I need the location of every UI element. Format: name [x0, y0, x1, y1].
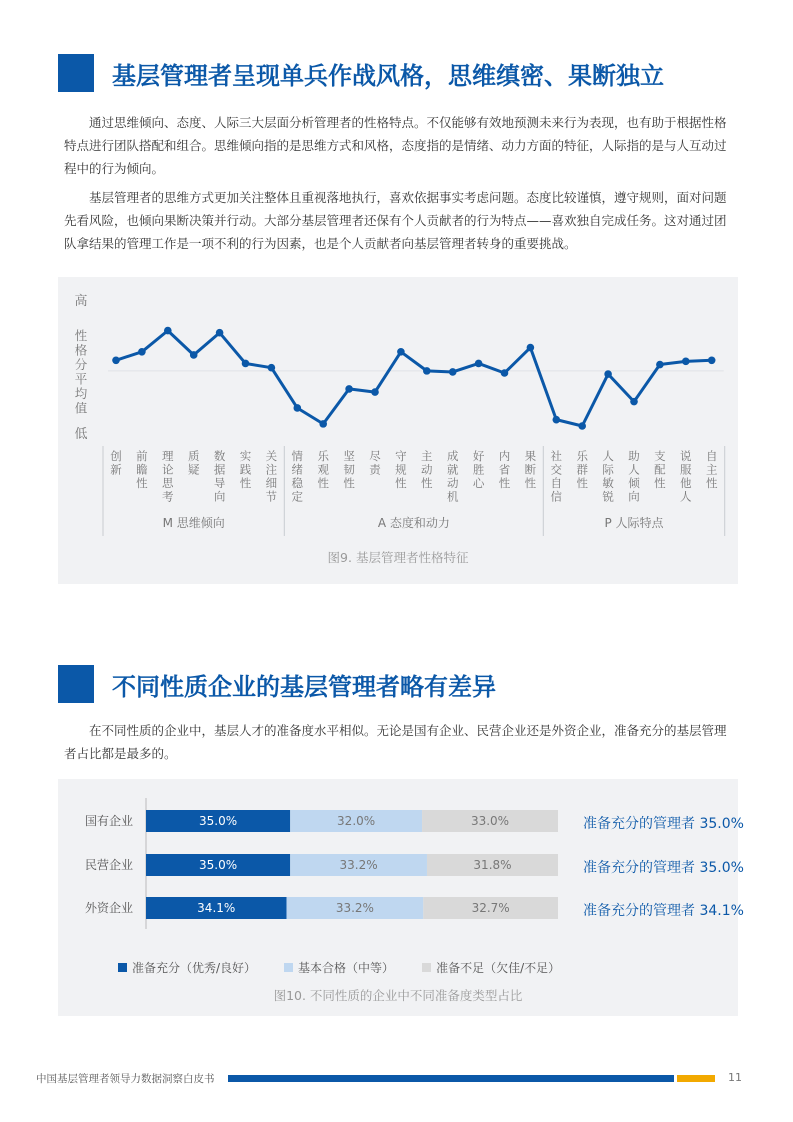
category-label-char: 好	[472, 449, 485, 463]
category-label-char: 说	[680, 449, 692, 463]
category-label-char: 节	[265, 489, 278, 504]
category-label-char: 助	[628, 449, 640, 463]
data-point	[630, 398, 638, 406]
group-label: M 思维倾向	[162, 516, 225, 530]
category-label-char: 服	[680, 462, 692, 477]
data-point	[112, 356, 120, 364]
category-label-char: 情	[291, 449, 304, 463]
data-point	[553, 416, 561, 424]
figure10-panel	[58, 779, 744, 1016]
category-label-char: 就	[446, 462, 459, 477]
legend-label: 基本合格（中等）	[298, 961, 395, 975]
category-label	[576, 449, 588, 490]
bar-value-label: 31.8%	[473, 858, 512, 872]
category-label-char: 实	[239, 449, 252, 463]
data-point	[501, 369, 509, 377]
category-label-char: 关	[265, 449, 278, 463]
category-label-char: 果	[524, 449, 537, 463]
section2-heading	[58, 665, 496, 703]
section1-title: 基层管理者呈现单兵作战风格，思维缜密、果断独立	[112, 61, 664, 90]
section2-title: 不同性质企业的基层管理者略有差异	[112, 672, 496, 701]
category-label	[162, 449, 174, 504]
category-label-char: 信	[550, 489, 563, 504]
bar-value-label: 33.0%	[470, 814, 510, 828]
personality-line-chart	[58, 277, 738, 584]
category-label	[188, 449, 200, 477]
category-label-char: 性	[576, 476, 588, 490]
category-label-char: 交	[550, 462, 563, 477]
legend-swatch	[284, 963, 293, 972]
category-label-char: 绪	[291, 462, 304, 477]
category-label-char: 乐	[576, 449, 588, 463]
section1-paragraph-1: 通过思维倾向、态度、人际三大层面分析管理者的性格特点。不仅能够有效地预测未来行为表现，也有助于根据性格特点进行团队搭配和组合。思维倾向指的是思维方式和风格，态度指的是情绪、动力方面的特征，人际指的是与人互动过程中的行为倾向。	[64, 115, 727, 176]
category-label-char: 锐	[602, 489, 614, 504]
series-line	[116, 331, 712, 426]
category-label-char: 性	[705, 476, 718, 490]
category-label	[317, 449, 329, 490]
category-label-char: 韧	[343, 462, 355, 477]
y-axis-label-char: 平	[74, 371, 88, 387]
category-label-char: 疑	[187, 462, 200, 477]
legend-swatch	[118, 963, 127, 972]
section-marker	[58, 54, 94, 92]
category-label-char: 性	[421, 476, 433, 490]
y-axis-label-char: 均	[74, 386, 88, 401]
category-label-char: 性	[498, 476, 511, 490]
category-label-char: 坚	[343, 449, 355, 463]
data-point	[708, 356, 716, 364]
category-label-char: 主	[421, 449, 433, 463]
category-label	[447, 449, 459, 504]
category-label-char: 理	[162, 449, 174, 463]
category-label-char: 主	[705, 462, 718, 477]
bar-category-label: 国有企业	[84, 814, 133, 828]
bar-chart-legend	[118, 959, 560, 976]
category-label-char: 践	[239, 462, 252, 477]
category-label-char: 瞻	[136, 462, 148, 477]
category-label-char: 注	[265, 462, 278, 477]
category-label	[266, 449, 278, 504]
category-label	[110, 449, 122, 477]
category-label-char: 向	[628, 489, 640, 504]
category-label-char: 内	[498, 449, 511, 463]
data-point	[682, 358, 690, 366]
data-point	[449, 368, 457, 376]
legend-label: 准备充分（优秀/良好）	[132, 961, 257, 975]
category-label-char: 人	[680, 489, 692, 504]
category-label	[628, 449, 640, 504]
figure10-caption: 图10. 不同性质的企业中不同准备度类型占比	[273, 988, 523, 1003]
bar-value-label: 34.1%	[197, 901, 236, 915]
y-axis-label-char: 值	[74, 400, 88, 416]
category-label-char: 倾	[628, 476, 640, 490]
bar-value-label: 33.2%	[339, 858, 378, 872]
y-axis-label-char: 格	[74, 342, 88, 358]
category-label-char: 性	[654, 476, 666, 490]
category-label-char: 数	[213, 449, 226, 463]
category-label-char: 思	[162, 476, 174, 490]
category-label-char: 动	[446, 476, 459, 490]
category-label-char: 质	[187, 449, 200, 463]
category-label	[421, 449, 433, 490]
ready-share-callout: 准备充分的管理者 34.1%	[583, 903, 744, 919]
category-label-char: 自	[550, 476, 563, 490]
category-label-char: 社	[550, 449, 563, 463]
category-label-char: 性	[395, 476, 407, 490]
category-label	[551, 449, 563, 504]
category-label-char: 向	[213, 489, 226, 504]
category-label	[473, 449, 485, 490]
data-point	[397, 348, 405, 356]
data-point	[268, 364, 276, 372]
category-label-char: 他	[680, 476, 692, 490]
category-label	[602, 449, 614, 504]
bar-category-label: 外资企业	[84, 901, 133, 915]
category-label-char: 动	[421, 462, 433, 477]
category-label-char: 性	[524, 476, 537, 490]
section1-heading	[58, 54, 664, 92]
section2-paragraph-1: 在不同性质的企业中，基层人才的准备度水平相似。无论是国有企业、民营企业还是外资企业，准备充分的基层管理者占比都是最多的。	[64, 723, 727, 761]
category-label-char: 省	[498, 462, 511, 477]
category-label-char: 定	[291, 489, 304, 504]
category-label	[525, 449, 537, 490]
footer-accent-bar	[677, 1075, 715, 1082]
category-label-char: 创	[110, 449, 122, 463]
y-axis-label-char: 性	[74, 328, 88, 343]
category-label	[395, 449, 407, 490]
data-point	[190, 351, 198, 359]
category-label	[680, 449, 692, 504]
category-label-char: 乐	[317, 449, 329, 463]
category-label-char: 机	[446, 489, 459, 504]
category-label-char: 性	[343, 476, 355, 490]
bar-value-label: 33.2%	[335, 901, 374, 915]
category-label	[369, 449, 382, 477]
category-label-char: 尽	[369, 449, 381, 463]
footer-bar	[228, 1075, 674, 1082]
category-label-char: 规	[395, 462, 407, 477]
data-point	[138, 348, 146, 356]
category-label-char: 论	[162, 462, 174, 477]
bar-value-label: 35.0%	[199, 814, 238, 828]
data-point	[656, 361, 664, 369]
data-point	[319, 420, 327, 428]
category-label	[136, 449, 148, 490]
legend-swatch	[422, 963, 431, 972]
category-label	[240, 449, 252, 490]
category-label-char: 成	[446, 449, 459, 463]
bar-value-label: 35.0%	[199, 858, 238, 872]
legend-label: 准备不足（欠佳/不足）	[436, 961, 561, 975]
data-point	[578, 422, 586, 430]
data-point	[242, 360, 250, 368]
category-label-char: 守	[395, 449, 407, 463]
category-label-char: 断	[524, 462, 537, 477]
bar-value-label: 32.7%	[471, 901, 510, 915]
data-point	[294, 404, 302, 412]
category-label-char: 前	[136, 449, 148, 463]
group-label: P 人际特点	[604, 516, 664, 530]
category-label-char: 导	[213, 476, 226, 490]
legend-item-insufficient	[422, 959, 560, 976]
category-label-char: 责	[369, 462, 381, 477]
group-label: A 态度和动力	[377, 516, 450, 530]
category-label-char: 自	[705, 449, 718, 463]
category-label-char: 人	[628, 462, 640, 477]
category-label-char: 性	[317, 476, 329, 490]
category-label-char: 群	[576, 462, 588, 477]
data-point	[164, 327, 172, 335]
category-label-char: 据	[213, 462, 226, 477]
data-point	[423, 367, 431, 375]
section1-paragraph-2: 基层管理者的思维方式更加关注整体且重视落地执行，喜欢依据事实考虑问题。态度比较谨慎，遵守规则，面对问题先看风险，也倾向果断决策并行动。大部分基层管理者还保有个人贡献者的行为特点——喜欢独自完成任务。这对通过团队拿结果的管理工作是一项不利的行为因素，也是个人贡献者向基层管理者转身的重要挑战。	[64, 190, 727, 251]
legend-item-ready	[118, 959, 256, 976]
category-label-char: 观	[317, 462, 329, 477]
category-label	[706, 449, 718, 490]
category-label-char: 新	[110, 462, 122, 477]
data-point	[371, 388, 379, 396]
legend-item-qualified	[284, 959, 394, 976]
data-point	[475, 360, 483, 368]
category-label-char: 性	[136, 476, 148, 490]
ready-share-callout: 准备充分的管理者 35.0%	[583, 860, 744, 876]
y-low-label: 低	[74, 427, 88, 442]
category-label	[343, 449, 355, 490]
category-label-char: 支	[654, 449, 666, 463]
footer-title: 中国基层管理者领导力数据洞察白皮书	[36, 1073, 215, 1085]
category-label-char: 敏	[602, 476, 614, 490]
category-label-char: 际	[602, 462, 614, 477]
figure9-caption: 图9. 基层管理者性格特征	[327, 550, 469, 565]
category-label-char: 配	[654, 462, 666, 477]
category-label-char: 胜	[472, 462, 485, 477]
category-label-char: 稳	[291, 476, 304, 490]
y-high-label: 高	[74, 294, 88, 309]
data-point	[345, 385, 353, 393]
category-label-char: 人	[602, 449, 614, 463]
y-axis-label-char: 分	[74, 357, 88, 372]
category-label-char: 细	[265, 476, 278, 490]
category-label-char: 心	[472, 476, 485, 490]
ready-share-callout: 准备充分的管理者 35.0%	[583, 816, 744, 832]
figure9-panel	[58, 277, 738, 584]
bar-category-label: 民营企业	[84, 858, 133, 872]
category-label	[654, 449, 666, 490]
data-point	[527, 344, 535, 352]
page-number: 11	[728, 1071, 742, 1084]
category-label	[499, 449, 511, 490]
category-label-char: 性	[239, 476, 252, 490]
section-marker	[58, 665, 94, 703]
category-label	[292, 449, 304, 504]
data-point	[604, 370, 612, 378]
category-label	[214, 449, 226, 504]
data-point	[216, 329, 224, 337]
bar-value-label: 32.0%	[337, 814, 376, 828]
category-label-char: 考	[162, 489, 174, 504]
